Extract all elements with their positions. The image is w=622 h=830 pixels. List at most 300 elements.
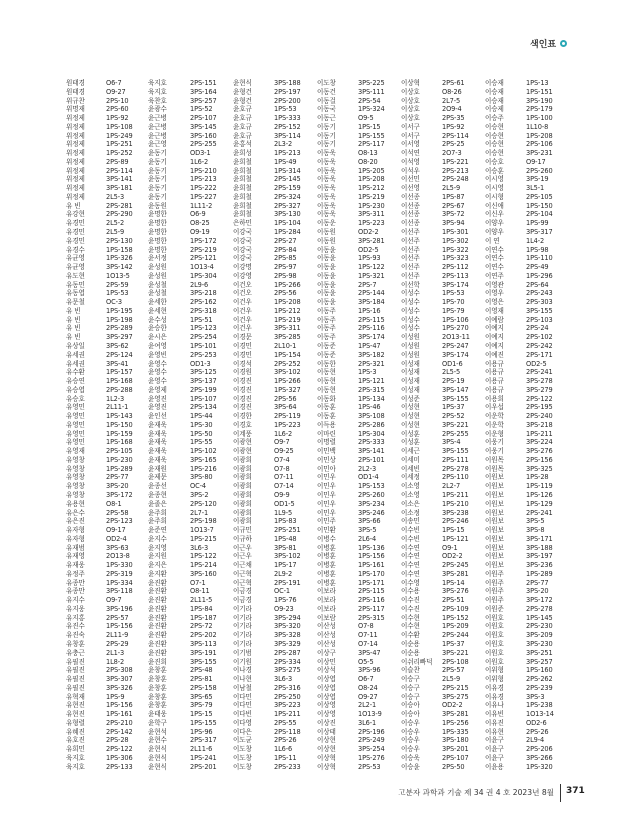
author-name: 이동욱 xyxy=(317,149,336,158)
index-row xyxy=(0,307,622,316)
author-name: 윤진환 xyxy=(148,622,167,631)
paper-code: 3PS-279 xyxy=(526,385,553,394)
author-name: 이근혁 xyxy=(233,569,252,578)
author-name: 이동욱 xyxy=(317,184,336,193)
index-row xyxy=(0,710,622,719)
paper-code: 1PS-289 xyxy=(526,569,553,578)
paper-code: 3PS-155 xyxy=(190,657,217,666)
author-name: 이슬찬 xyxy=(401,666,420,675)
paper-code: 3PS-230 xyxy=(526,640,553,648)
index-row xyxy=(0,123,622,132)
index-row xyxy=(0,377,622,386)
author-name: 윤현식 xyxy=(148,762,167,771)
paper-code: 2PS-239 xyxy=(526,683,553,692)
author-name: 이소영 xyxy=(401,490,420,499)
paper-code: 2PS-230 xyxy=(526,622,553,631)
author-name: 이도창 xyxy=(233,762,252,771)
paper-code: 1PS-101 xyxy=(190,341,217,350)
author-name: 유충근 xyxy=(66,648,85,657)
author-name: 이근우 xyxy=(233,552,252,561)
author-name: 이건우 xyxy=(233,315,252,324)
author-name: 유문철 xyxy=(66,298,85,307)
paper-code: 1PS-157 xyxy=(106,368,133,377)
author-name: 윤진환 xyxy=(148,604,167,613)
author-name: 이상석 xyxy=(317,666,336,675)
paper-code: 1PS-9 xyxy=(106,692,125,701)
author-name: 이세미 xyxy=(401,455,420,464)
author-name: 윤세한 xyxy=(148,298,167,307)
paper-code: 1PS-161 xyxy=(358,561,385,570)
author-name: 이원보 xyxy=(485,543,504,552)
author-name: 이선주 xyxy=(401,236,420,245)
index-row xyxy=(0,324,622,333)
author-name: 이동국 xyxy=(317,105,336,114)
paper-code: 1PS-119 xyxy=(526,482,553,491)
author-name: 이용규 xyxy=(485,377,504,386)
author-name: 유형렬 xyxy=(66,718,85,727)
author-name: 이금경 xyxy=(233,587,252,596)
index-row xyxy=(0,763,622,772)
paper-code: 1PS-108 xyxy=(106,122,133,131)
author-name: 유지홍 xyxy=(66,613,85,622)
author-name: 이상호 xyxy=(401,96,420,105)
paper-code: 1PS-221 xyxy=(442,157,469,166)
author-name: 유필진 xyxy=(66,683,85,692)
index-row xyxy=(0,438,622,447)
index-row xyxy=(0,622,622,631)
author-name: 윤동기 xyxy=(148,166,167,175)
author-name: 윤진환 xyxy=(148,587,167,596)
author-name: 이동주 xyxy=(317,324,336,333)
paper-code: 1PS-256 xyxy=(442,718,469,727)
paper-code: 3PS-108 xyxy=(358,412,385,421)
paper-code: 2PS-159 xyxy=(274,184,301,193)
author-name: 이승욱 xyxy=(401,753,420,762)
paper-code: 2PS-247 xyxy=(442,341,469,350)
author-name: 이영우 xyxy=(485,289,504,298)
paper-code: 3PS-221 xyxy=(442,648,469,657)
author-name: 윤희철 xyxy=(233,184,252,193)
author-name: 유자형 xyxy=(66,526,85,535)
index-row xyxy=(0,579,622,588)
paper-code: 1PS-155 xyxy=(190,718,217,727)
paper-code: 3PS-65 xyxy=(190,692,213,701)
paper-code: 1PS-219 xyxy=(274,315,301,324)
paper-code: 2PS-7 xyxy=(358,280,377,289)
author-name: 이경민 xyxy=(233,341,252,350)
author-name: 이상엽 xyxy=(317,675,336,684)
paper-code: 1PS-11 xyxy=(274,753,297,762)
author-name: 이상현 xyxy=(317,745,336,754)
author-name: 윤홍석 xyxy=(233,140,252,149)
paper-code: 1PS-301 xyxy=(442,228,469,237)
index-row xyxy=(0,500,622,509)
author-name: 이예진 xyxy=(485,350,504,359)
paper-code: O7-11 xyxy=(274,473,294,482)
paper-code: 3PS-96 xyxy=(358,666,381,675)
paper-code: O9-27 xyxy=(106,87,126,96)
author-name: 윤희철 xyxy=(233,157,252,166)
paper-code: OC-1 xyxy=(274,587,290,596)
author-name: 육지호 xyxy=(66,753,85,762)
paper-code: 1PS-172 xyxy=(190,236,217,245)
paper-code: 1PS-252 xyxy=(106,149,133,158)
index-row xyxy=(0,473,622,482)
paper-code: 1PS-210 xyxy=(442,499,469,508)
paper-code: 1PS-156 xyxy=(358,552,385,561)
paper-code: 2PS-200 xyxy=(274,96,301,105)
author-name: 유필진 xyxy=(66,675,85,684)
paper-code: 3PS-174 xyxy=(442,350,469,359)
paper-code: 1PS-222 xyxy=(190,184,217,193)
author-name: 윤현식 xyxy=(233,79,252,87)
author-name: 이규민 xyxy=(233,526,252,535)
paper-code: 3PS-125 xyxy=(190,368,217,377)
index-row xyxy=(0,140,622,149)
paper-code: 2L6-4 xyxy=(358,534,377,543)
author-name: 이동윤 xyxy=(317,298,336,307)
author-name: 윤진환 xyxy=(148,596,167,605)
paper-code: 3PS-221 xyxy=(442,420,469,429)
author-name: 윤현식 xyxy=(148,745,167,754)
author-name: 이예지 xyxy=(485,324,504,333)
author-name: 윤희철 xyxy=(233,201,252,210)
paper-code: 2L7-1 xyxy=(190,508,209,517)
author-name: 이용희 xyxy=(485,394,504,403)
paper-code: 2PS-50 xyxy=(442,762,465,771)
paper-code: 2L10-1 xyxy=(274,341,297,350)
paper-code: 2PS-278 xyxy=(442,464,469,473)
paper-code: O6-7 xyxy=(106,79,122,87)
paper-code: 2PS-60 xyxy=(106,105,129,114)
author-name: 이보라 xyxy=(317,604,336,613)
paper-code: 2PS-77 xyxy=(106,473,129,482)
paper-code: 2PS-219 xyxy=(190,245,217,254)
paper-code: 3PS-102 xyxy=(274,368,301,377)
author-name: 윤창훈 xyxy=(148,675,167,684)
author-name: 이성수 xyxy=(401,289,420,298)
paper-code: 1PS-122 xyxy=(190,552,217,561)
paper-code: O6-7 xyxy=(358,675,374,684)
index-row xyxy=(0,281,622,290)
paper-code: 1PS-208 xyxy=(274,298,301,307)
author-name: 윤재욱 xyxy=(148,429,167,438)
index-row xyxy=(0,289,622,298)
paper-code: O9-5 xyxy=(358,114,374,123)
paper-code: 2PS-315 xyxy=(358,385,385,394)
author-name: 이경진 xyxy=(233,377,252,386)
author-name: 유승엽 xyxy=(66,385,85,394)
paper-code: 2PS-171 xyxy=(526,350,553,359)
paper-code: 2L5-2 xyxy=(106,219,125,228)
paper-code: 3PS-236 xyxy=(526,561,553,570)
author-name: 윤광수 xyxy=(148,105,167,114)
author-name: 윤태웅 xyxy=(148,710,167,719)
paper-code: 2L9-4 xyxy=(526,736,545,745)
index-row xyxy=(0,105,622,114)
paper-code: 1PS-96 xyxy=(190,727,213,736)
paper-code: 1PS-98 xyxy=(526,245,549,254)
author-name: 윤동기 xyxy=(148,149,167,158)
author-name: 이성현 xyxy=(401,412,420,421)
paper-code: 2PS-55 xyxy=(274,718,297,727)
author-name: 유균영 xyxy=(66,254,85,263)
index-row xyxy=(0,605,622,614)
paper-code: 1PS-3 xyxy=(358,368,377,377)
paper-code: 2L1-3 xyxy=(106,648,125,657)
paper-code: 2PS-26 xyxy=(526,727,549,736)
paper-code: 1PS-100 xyxy=(526,114,553,123)
paper-code: 2PS-114 xyxy=(442,131,469,140)
index-row xyxy=(0,456,622,465)
author-name: 이강명 xyxy=(233,263,252,272)
author-name: 윤진환 xyxy=(148,578,167,587)
author-name: 이원보 xyxy=(485,482,504,491)
author-name: 이원보 xyxy=(485,517,504,526)
paper-code: 1PS-155 xyxy=(358,131,385,140)
author-name: 윤희성 xyxy=(233,149,252,158)
paper-code: 2O7-3 xyxy=(442,149,462,158)
author-name: 윤형건 xyxy=(233,96,252,105)
author-name: 윤희철 xyxy=(233,166,252,175)
index-row xyxy=(0,526,622,535)
paper-code: O9-19 xyxy=(190,228,210,237)
paper-code: 3PS-197 xyxy=(526,552,553,561)
author-name: 유세권 xyxy=(66,359,85,368)
paper-code: 2O13-11 xyxy=(442,333,470,342)
author-name: 이성준 xyxy=(401,394,420,403)
author-name: 위정제 xyxy=(66,166,85,175)
index-row xyxy=(0,587,622,596)
author-name: 이석영 xyxy=(401,157,420,166)
paper-code: 3PS-47 xyxy=(358,648,381,657)
author-name: 윤제문 xyxy=(148,473,167,482)
paper-code: 2PS-52 xyxy=(442,412,465,421)
author-name: 이동한 xyxy=(317,359,336,368)
author-name: 육지호 xyxy=(148,87,167,96)
paper-code: 2PS-315 xyxy=(358,613,385,622)
author-name: 이석연 xyxy=(401,149,420,158)
author-name: 윤지영 xyxy=(148,543,167,552)
author-name: 이윤용 xyxy=(485,762,504,771)
author-name: 이승아 xyxy=(401,710,420,719)
author-name: 이성재 xyxy=(401,385,420,394)
paper-code: 2PS-327 xyxy=(274,201,301,210)
author-name: 이명렬 xyxy=(317,438,336,447)
author-name: 이나현 xyxy=(233,675,252,684)
paper-code: O7-11 xyxy=(358,631,378,640)
paper-code: 1PS-83 xyxy=(274,517,297,526)
paper-code: 3L5-1 xyxy=(526,184,545,193)
paper-code: 2PS-97 xyxy=(274,263,297,272)
author-name: 윤성원 xyxy=(148,263,167,272)
author-name: 이기원 xyxy=(233,657,252,666)
author-name: 유희민 xyxy=(66,745,85,754)
paper-code: 1L6-2 xyxy=(190,157,209,166)
author-name: 이기라 xyxy=(233,613,252,622)
paper-code: 2PS-318 xyxy=(190,306,217,315)
author-name: 이성원 xyxy=(401,350,420,359)
author-name: 유영민 xyxy=(66,403,85,412)
author-name: 이민환 xyxy=(317,526,336,535)
author-name: 이예지 xyxy=(485,333,504,342)
author-name: 이동기 xyxy=(317,122,336,131)
paper-code: 2PS-179 xyxy=(526,105,553,114)
author-name: 이선종 xyxy=(401,201,420,210)
paper-code: O9-17 xyxy=(526,157,546,166)
author-name: 유승연 xyxy=(66,377,85,386)
author-name: 이선주 xyxy=(401,254,420,263)
author-name: 윤주희 xyxy=(148,517,167,526)
author-name: 이도창 xyxy=(233,753,252,762)
paper-code: 1PS-55 xyxy=(190,438,213,447)
paper-code: 1PS-15 xyxy=(442,526,465,535)
author-name: 위정제 xyxy=(66,192,85,201)
paper-code: 3PS-191 xyxy=(190,648,217,657)
author-name: 유필진 xyxy=(66,657,85,666)
paper-code: 2PS-115 xyxy=(358,587,385,596)
author-name: 이경호 xyxy=(233,420,252,429)
index-row xyxy=(0,228,622,237)
paper-code: 1PS-49 xyxy=(274,157,297,166)
author-name: 이성수 xyxy=(401,324,420,333)
paper-code: 1PS-270 xyxy=(442,324,469,333)
paper-code: 1PS-168 xyxy=(106,377,133,386)
author-name: 이동주 xyxy=(317,333,336,342)
author-name: 유 빈 xyxy=(66,306,81,315)
author-name: 윤영진 xyxy=(148,403,167,412)
paper-code: 3PS-94 xyxy=(442,219,465,228)
paper-code: 1PS-50 xyxy=(190,429,213,438)
paper-code: 1PS-17 xyxy=(274,561,297,570)
author-name: 윤시은 xyxy=(148,333,167,342)
paper-code: 1PS-289 xyxy=(106,464,133,473)
index-row xyxy=(0,403,622,412)
author-name: 이승현 xyxy=(485,149,504,158)
paper-code: 2L5-3 xyxy=(106,192,125,201)
author-name: 이성수 xyxy=(401,315,420,324)
paper-code: 3PS-41 xyxy=(106,359,129,368)
paper-code: 1PS-129 xyxy=(526,499,553,508)
paper-code: 1PS-158 xyxy=(106,245,133,254)
index-row xyxy=(0,754,622,763)
author-name: 이승구 xyxy=(401,692,420,701)
paper-code: 1PS-121 xyxy=(442,534,469,543)
paper-code: 3PS-113 xyxy=(190,640,217,648)
paper-code: 1PS-323 xyxy=(442,254,469,263)
author-name: 이원호 xyxy=(485,657,504,666)
author-index-table xyxy=(0,79,622,771)
paper-code: 2L5-9 xyxy=(106,228,125,237)
paper-code: 1PS-154 xyxy=(274,350,301,359)
paper-code: 3PS-311 xyxy=(358,210,385,219)
author-name: 이병훈 xyxy=(317,552,336,561)
paper-code: 3PS-19 xyxy=(526,175,549,184)
author-name: 이성원 xyxy=(401,341,420,350)
author-name: 이민우 xyxy=(317,508,336,517)
author-name: 윤창훈 xyxy=(148,692,167,701)
paper-code: 3L6-1 xyxy=(358,718,377,727)
author-name: 위정제 xyxy=(66,122,85,131)
author-name: 이원보 xyxy=(485,534,504,543)
paper-code: 3PS-174 xyxy=(358,333,385,342)
paper-code: 1PS-223 xyxy=(274,420,301,429)
author-name: 이동욱 xyxy=(317,201,336,210)
paper-code: 1PS-227 xyxy=(190,192,217,201)
paper-code: 3PS-141 xyxy=(106,175,133,184)
author-name: 이선종 xyxy=(401,219,420,228)
author-name: 이광희 xyxy=(233,464,252,473)
author-name: 유영창 xyxy=(66,482,85,491)
author-name: 이성훈 xyxy=(401,438,420,447)
author-name: 유진숙 xyxy=(66,631,85,640)
paper-code: 1PS-211 xyxy=(526,429,553,438)
author-name: 이다빈 xyxy=(233,710,252,719)
paper-code: 3PS-79 xyxy=(190,701,213,710)
author-name: 이유현 xyxy=(485,727,504,736)
paper-code: 3PS-62 xyxy=(106,341,129,350)
author-name: 이강국 xyxy=(233,228,252,237)
author-name: 윤진환 xyxy=(148,631,167,640)
author-name: 유경민 xyxy=(66,236,85,245)
author-name: 이원주 xyxy=(485,578,504,587)
paper-code: 3PS-155 xyxy=(442,394,469,403)
author-name: 이서구 xyxy=(401,131,420,140)
paper-code: 2PS-142 xyxy=(106,727,133,736)
author-name: 윤창훈 xyxy=(148,666,167,675)
author-name: 윤지수 xyxy=(148,534,167,543)
author-name: 유재영 xyxy=(66,552,85,561)
index-row xyxy=(0,728,622,737)
author-name: 이민우 xyxy=(317,490,336,499)
author-name: 이광희 xyxy=(233,482,252,491)
paper-code: 3PS-165 xyxy=(190,455,217,464)
paper-code: 2PS-81 xyxy=(190,675,213,684)
author-name: 이상구 xyxy=(317,648,336,657)
author-name: 유자형 xyxy=(66,534,85,543)
paper-code: 2PS-24 xyxy=(526,324,549,333)
author-name: 이선주 xyxy=(401,263,420,272)
author-name: 이위형 xyxy=(485,666,504,675)
paper-code: 2PS-10 xyxy=(106,96,129,105)
author-name: 이승제 xyxy=(485,105,504,114)
index-row xyxy=(0,544,622,553)
author-name: 이남철 xyxy=(233,683,252,692)
author-name: 유진수 xyxy=(66,622,85,631)
paper-code: 3PS-81 xyxy=(274,543,297,552)
author-name: 이승아 xyxy=(401,701,420,710)
author-name: 이우섭 xyxy=(485,403,504,412)
paper-code: 1PS-241 xyxy=(190,753,217,762)
author-name: 이승현 xyxy=(485,140,504,149)
author-name: 이선주 xyxy=(401,245,420,254)
author-name: 육지호 xyxy=(66,762,85,771)
author-name: 이윤구 xyxy=(485,753,504,762)
paper-code: 3PS-182 xyxy=(358,350,385,359)
author-name: 이세정 xyxy=(401,473,420,482)
paper-code: 2PS-113 xyxy=(442,271,469,280)
paper-code: 3PS-276 xyxy=(526,447,553,456)
author-name: 유영창 xyxy=(66,473,85,482)
paper-code: OD1-4 xyxy=(358,473,379,482)
author-name: 이동원 xyxy=(317,236,336,245)
author-name: 이소영 xyxy=(401,482,420,491)
author-name: 유영재 xyxy=(66,447,85,456)
paper-code: 2L2-3 xyxy=(358,464,377,473)
paper-code: 3L6-3 xyxy=(190,543,209,552)
author-name: 유승호 xyxy=(66,394,85,403)
author-name: 윤서정 xyxy=(148,254,167,263)
